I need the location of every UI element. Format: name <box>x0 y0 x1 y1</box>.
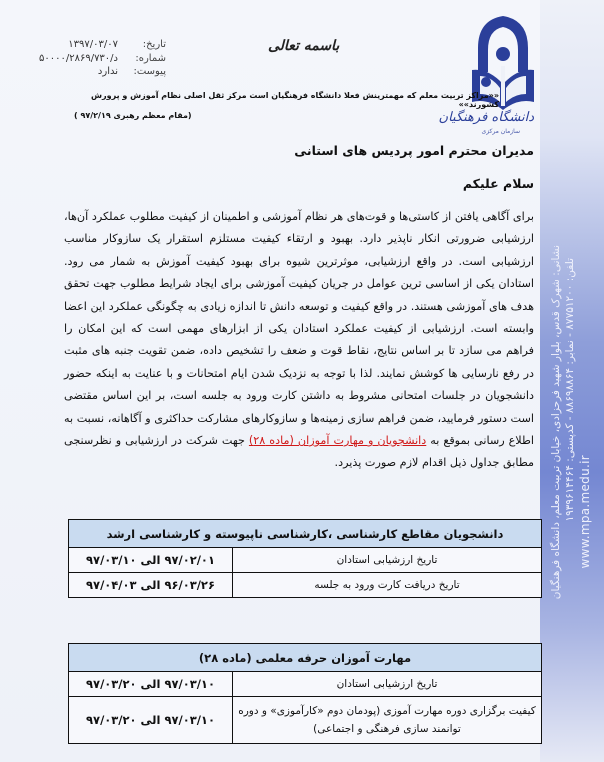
table-header-row <box>69 644 542 672</box>
row-date: ۹۶/۰۳/۲۶ الی ۹۷/۰۴/۰۳ <box>69 573 233 598</box>
row-date: ۹۷/۰۲/۰۱ الی ۹۷/۰۳/۱۰ <box>69 548 233 573</box>
quote-source: (مقام معظم رهبری ۹۷/۲/۱۹ ) <box>74 111 192 120</box>
sidebar-address: نشانی: شهرک قدس، بلوار شهید فرحزادی، خیابان تربیت معلم، دانشگاه فرهنگیان <box>550 245 562 600</box>
date-label: تاریخ: <box>142 39 166 50</box>
row-label: تاریخ ارزشیابی استادان <box>233 548 542 573</box>
row-label: تاریخ ارزشیابی استادان <box>233 672 542 697</box>
meta-date <box>36 38 166 52</box>
row-label: تاریخ دریافت کارت ورود به جلسه <box>233 573 542 598</box>
body-text-part2: جهت شرکت در ارزشیابی و نظرسنجی مطابق جداول ذیل اقدام لازم صورت پذیرد. <box>64 434 534 470</box>
meta-number <box>36 52 166 66</box>
header-quote: ««مراکز تربیت معلم که مهمترینش فعلا دانشگاه فرهنگیان است مرکز ثقل اصلی نظام آموزش و پرورش کشورند»» <box>91 91 499 109</box>
university-subtitle: سازمان مرکزی <box>481 128 520 135</box>
schedule-table-degree-students <box>68 519 542 598</box>
invocation: باسمه تعالی <box>268 38 340 54</box>
university-name: دانشگاه فرهنگیان <box>438 110 534 125</box>
table-header-row <box>69 520 542 548</box>
table-row <box>69 573 542 598</box>
sidebar-website: www.mpa.medu.ir <box>578 455 592 569</box>
table-row <box>69 548 542 573</box>
letter-body <box>64 206 534 475</box>
table-row <box>69 672 542 697</box>
table-row <box>69 697 542 744</box>
schedule-table-skill-trainees <box>68 643 542 744</box>
row-date: ۹۷/۰۳/۱۰ الی ۹۷/۰۳/۲۰ <box>69 697 233 744</box>
number-value: ۵۰۰۰۰/۲۸۶۹/۷۳۰/د <box>38 52 118 64</box>
students-link[interactable]: دانشجویان و مهارت آموزان (ماده ۲۸) <box>248 434 427 448</box>
greeting: سلام علیکم <box>462 176 534 191</box>
number-label: شماره: <box>135 52 166 64</box>
meta-attachment <box>36 65 166 79</box>
sidebar-phone: تلفن: ۸۷۷۵۱۲۰۰ - نمابر: ۸۸۶۹۸۸۶۴ - کدپستی: ۱۹۳۹۶۱۴۴۶۴ <box>564 258 576 522</box>
letter-meta <box>36 38 166 79</box>
body-text-part1: برای آگاهی یافتن از کاستی‌ها و قوت‌های هر نظام آموزشی و اطمینان از کیفیت مطلوب عملکرد آن‌ها، ارزشیابی ضرورتی انکار ناپذیر دارد. بهبود و ارتقاء کیفیت مستلزم استقرار یک سازوکار مناسب ارزشیابی است. در واقع ارزشیابی، موثرترین شیوه برای بهبود کیفیت آموزش به شمار می رود. استادان یکی از اساسی ترین عوامل در جریان کیفیت آموزشی برای ایجاد شرایط مطلوب جهت تحقق هدف های آموزشی هستند. در واقع کیفیت و توسعه دانش تا اندازه زیادی به چگونگی عملکرد این اعضا وابسته است. ارزشیابی از کیفیت عملکرد استادان یکی از ابزارهای مهمی است که این امکان را فراهم می سازد تا بر اساس نتایج، نقاط قوت و ضعف را تشخیص داده، ضمن تقویت جنبه های مثبت در رفع نارسایی ها کوشش نمایند. لذا با توجه به نزدیک شدن ایام امتحانات و با عنایت به اینکه حضور دانشجویان در جلسات امتحانی مشروط به داشتن کارت ورود به جلسه است، بر این اساس مقتضی است دستور فرمایید، ضمن فراهم سازی زمینه‌ها و سازوکارهای مشارکت حداکثری و آگاهانه، نسبت به اطلاع رسانی بموقع به <box>64 210 534 448</box>
table-title: دانشجویان مقاطع کارشناسی ،کارشناسی ناپیوسته و کارشناسی ارشد <box>69 520 542 548</box>
attachment-value: ندارد <box>97 66 118 77</box>
table-title: مهارت آموزان حرفه معلمی (ماده ۲۸) <box>69 644 542 672</box>
letterhead-sidebar <box>540 0 604 762</box>
addressee: مدیران محترم امور پردیس های استانی <box>294 143 534 158</box>
date-value: ۱۳۹۷/۰۳/۰۷ <box>68 39 118 50</box>
row-date: ۹۷/۰۳/۱۰ الی ۹۷/۰۳/۲۰ <box>69 672 233 697</box>
attachment-label: پیوست: <box>133 66 166 77</box>
row-label: کیفیت برگزاری دوره مهارت آموزی (پودمان دوم «کارآموزی» و دوره توانمند سازی فرهنگی و اجتماعی) <box>233 697 542 744</box>
